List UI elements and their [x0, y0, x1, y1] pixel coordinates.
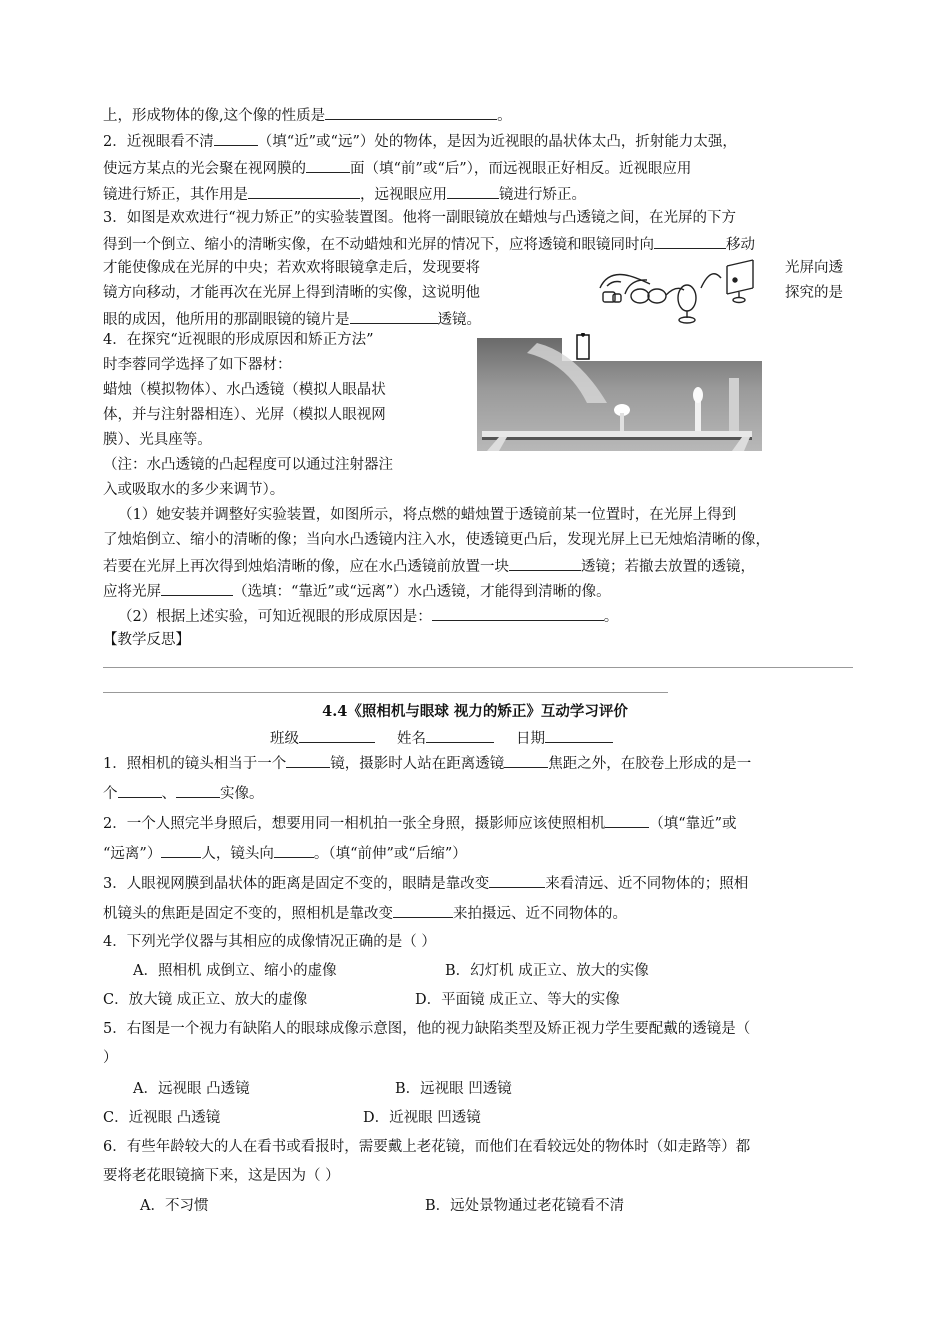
student-info-row: 班级 姓名 日期: [270, 727, 613, 749]
option-b[interactable]: B．远视眼 凹透镜: [395, 1081, 512, 1097]
question-line: 6．有些年龄较大的人在看书或看报时，需要戴上老花镜，而他们在看较远处的物体时（如走路等）都: [103, 1139, 751, 1155]
answer-blank[interactable]: [161, 842, 201, 858]
question-line: 个 、 实像。: [103, 782, 264, 804]
answer-blank[interactable]: [504, 752, 548, 768]
text-line: 了烛焰倒立、缩小的清晰的像；当向水凸透镜内注入水，使透镜更凸后，发现光屏上已无烛焰清晰的像，: [103, 532, 770, 548]
answer-blank[interactable]: [214, 130, 258, 146]
question-line: “远离”） 人，镜头向 。（填“前伸”或“后缩”）: [103, 842, 467, 864]
text-line: （1）她安装并调整好实验装置，如图所示，将点燃的蜡烛置于透镜前某一位置时，在光屏上得到: [118, 507, 737, 523]
text-line: 眼的成因，他所用的那副眼镜的镜片是 透镜。: [103, 308, 481, 330]
text-line: 镜方向移动，才能再次在光屏上得到清晰的实像，这说明他: [103, 285, 480, 301]
option-a[interactable]: A．不习惯: [140, 1198, 209, 1214]
answer-blank[interactable]: [248, 183, 360, 199]
reflection-line: [103, 667, 853, 668]
option-b[interactable]: B．远处景物通过老花镜看不清: [425, 1198, 625, 1214]
question-line: 2．一个人照完半身照后，想要用同一相机拍一张全身照，摄影师应该使照相机 （填“靠近”或: [103, 812, 737, 834]
class-field[interactable]: [299, 727, 375, 743]
vision-correction-apparatus-figure: [595, 258, 765, 328]
date-field[interactable]: [545, 727, 613, 743]
text-line: 体，并与注射器相连）、光屏（模拟人眼视网: [103, 407, 386, 423]
answer-blank[interactable]: [654, 233, 726, 249]
option-d[interactable]: D．平面镜 成正立、等大的实像: [415, 992, 620, 1008]
text-line: 4．在探究“近视眼的形成原因和矫正方法”: [103, 332, 374, 348]
optical-bench-photo: [477, 333, 762, 451]
text-line: 时李蓉同学选择了如下器材：: [103, 357, 292, 373]
question-line: ）: [103, 1050, 118, 1066]
answer-blank[interactable]: [161, 580, 233, 596]
text-line: 使远方某点的光会聚在视网膜的 面（填“前”或“后”），而远视眼正好相反。近视眼应用: [103, 157, 691, 179]
answer-blank[interactable]: [432, 605, 604, 621]
option-d[interactable]: D．近视眼 凹透镜: [363, 1110, 481, 1126]
answer-blank[interactable]: [176, 782, 220, 798]
text-line: 光屏向透: [785, 260, 843, 276]
page-title: 4.4《照相机与眼球 视力的矫正》互动学习评价: [322, 703, 628, 720]
text-line: （注：水凸透镜的凸起程度可以通过注射器注: [103, 457, 393, 473]
option-a[interactable]: A．远视眼 凸透镜: [133, 1081, 250, 1097]
text-line: 膜）、光具座等。: [103, 432, 212, 448]
text-line: 上，形成物体的像,这个像的性质是 。: [103, 104, 512, 126]
question-line: 要将老花眼镜摘下来，这是因为（ ）: [103, 1168, 340, 1184]
text-line: 若要在光屏上再次得到烛焰清晰的像，应在水凸透镜前放置一块 透镜；若撤去放置的透镜，: [103, 555, 755, 577]
text-line: 应将光屏 （选填：“靠近”或“远离”）水凸透镜，才能得到清晰的像。: [103, 580, 611, 602]
answer-blank[interactable]: [274, 842, 314, 858]
question-line: 4．下列光学仪器与其相应的成像情况正确的是（ ）: [103, 934, 436, 950]
question-line: 机镜头的焦距是固定不变的，照相机是靠改变 来拍摄远、近不同物体的。: [103, 902, 627, 924]
answer-blank[interactable]: [605, 812, 649, 828]
option-a[interactable]: A．照相机 成倒立、缩小的虚像: [133, 963, 337, 979]
question-line: 1．照相机的镜头相当于一个 镜，摄影时人站在距离透镜 焦距之外，在胶卷上形成的是一: [103, 752, 751, 774]
text-line: 2．近视眼看不清 （填“近”或“远”）处的物体，是因为近视眼的晶状体太凸，折射能力太强，: [103, 130, 737, 152]
answer-blank[interactable]: [447, 183, 499, 199]
text-line: 得到一个倒立、缩小的清晰实像，在不动蜡烛和光屏的情况下，应将透镜和眼镜同时向 移动: [103, 233, 755, 255]
option-b[interactable]: B．幻灯机 成正立、放大的实像: [445, 963, 649, 979]
text-line: 镜进行矫正，其作用是 ，远视眼应用 镜进行矫正。: [103, 183, 586, 205]
answer-blank[interactable]: [509, 555, 581, 571]
reflection-line: [103, 692, 668, 693]
answer-blank[interactable]: [325, 104, 497, 120]
text-line: 3．如图是欢欢进行“视力矫正”的实验装置图。他将一副眼镜放在蜡烛与凸透镜之间，在光屏的下方: [103, 210, 737, 226]
text-line: 入或吸取水的多少来调节）。: [103, 482, 285, 498]
text-line: （2）根据上述实验，可知近视眼的形成原因是： 。: [118, 605, 618, 627]
answer-blank[interactable]: [489, 872, 545, 888]
answer-blank[interactable]: [393, 902, 453, 918]
question-line: 3．人眼视网膜到晶状体的距离是固定不变的，眼睛是靠改变 来看清远、近不同物体的；照相: [103, 872, 748, 894]
text-line: 才能使像成在光屏的中央；若欢欢将眼镜拿走后，发现要将: [103, 260, 480, 276]
text-line: 蜡烛（模拟物体）、水凸透镜（模拟人眼晶状: [103, 382, 386, 398]
answer-blank[interactable]: [306, 157, 350, 173]
answer-blank[interactable]: [350, 308, 438, 324]
name-field[interactable]: [426, 727, 494, 743]
text-line: 探究的是: [785, 285, 843, 301]
answer-blank[interactable]: [286, 752, 330, 768]
question-line: 5．右图是一个视力有缺陷人的眼球成像示意图，他的视力缺陷类型及矫正视力学生要配戴的透镜是（: [103, 1021, 751, 1037]
answer-blank[interactable]: [118, 782, 162, 798]
option-c[interactable]: C．近视眼 凸透镜: [103, 1110, 221, 1126]
section-heading: 【教学反思】: [103, 632, 190, 648]
option-c[interactable]: C．放大镜 成正立、放大的虚像: [103, 992, 308, 1008]
